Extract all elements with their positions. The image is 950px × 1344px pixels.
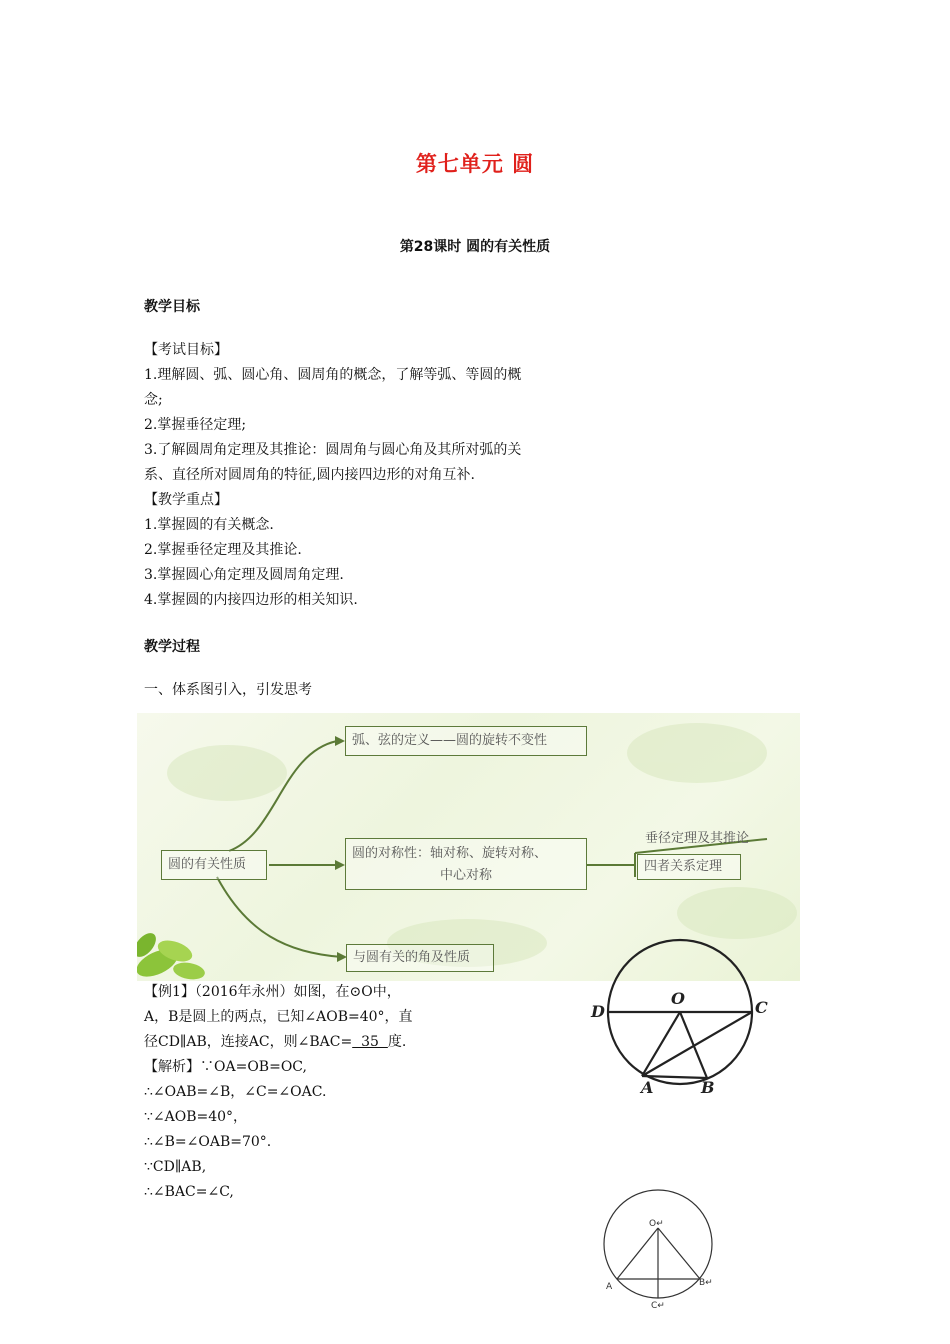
circle-figure-1: [585, 935, 775, 1100]
label-o: O: [671, 989, 685, 1008]
label-c2: C↵: [651, 1301, 665, 1310]
focus-item: 4.掌握圆的内接四边形的相关知识.: [144, 592, 358, 608]
perpendicular-theorem-label: 垂径定理及其推论: [645, 831, 750, 846]
example-line: 【例1】（2016年永州）如图，在⊙O中，: [144, 984, 401, 1000]
label-o2: O↵: [649, 1219, 664, 1229]
branch-node-arcs: 弧、弦的定义——圆的旋转不变性: [345, 726, 587, 756]
example-line: [144, 1030, 406, 1055]
focus-label: 【教学重点】: [144, 492, 228, 508]
leaf-decoration: [137, 929, 206, 981]
label-c: C: [755, 998, 768, 1017]
solution-line: ∵∠AOB=40°，: [144, 1109, 248, 1125]
example-text: 径CD∥AB，连接AC，则∠BAC=: [144, 1034, 353, 1050]
exam-goal-item: 念;: [144, 392, 163, 408]
goals-heading: 教学目标: [144, 299, 200, 315]
solution-line: ∵CD∥AB,: [144, 1159, 207, 1175]
exam-goal-item: 2.掌握垂径定理;: [144, 417, 247, 433]
exam-goal-item: 1.理解圆、弧、圆心角、圆周角的概念，了解等弧、等圆的概: [144, 367, 522, 383]
exam-goals-label: 【考试目标】: [144, 342, 228, 358]
exam-goal-item: 系、直径所对圆周角的特征,圆内接四边形的对角互补.: [144, 467, 475, 483]
example-text-end: 度.: [387, 1034, 407, 1050]
focus-item: 3.掌握圆心角定理及圆周角定理.: [144, 567, 344, 583]
label-b2: B↵: [699, 1278, 713, 1288]
lesson-title: 第28课时 圆的有关性质: [399, 239, 551, 255]
process-heading: 教学过程: [144, 639, 200, 655]
label-d: D: [591, 1002, 605, 1021]
label-a2: A: [606, 1282, 613, 1292]
focus-item: 2.掌握垂径定理及其推论.: [144, 542, 302, 558]
exam-goal-item: 3.了解圆周角定理及其推论：圆周角与圆心角及其所对弧的关: [144, 442, 522, 458]
circle-figure-2: [597, 1185, 722, 1310]
solution-line: ∴∠B=∠OAB=70°.: [144, 1134, 272, 1150]
example-line: A，B是圆上的两点，已知∠AOB=40°，直: [144, 1009, 413, 1025]
symmetry-line-1: 圆的对称性：轴对称、旋转对称、: [352, 846, 548, 861]
label-b: B: [701, 1078, 715, 1097]
branch-node-symmetry: [345, 838, 587, 890]
label-a: A: [641, 1078, 654, 1097]
center-node: 圆的有关性质: [161, 850, 267, 880]
solution-line: 【解析】∵OA=OB=OC,: [144, 1059, 307, 1075]
solution-line: ∴∠BAC=∠C,: [144, 1184, 234, 1200]
four-relations-node: 四者关系定理: [637, 854, 741, 880]
step-one: 一、体系图引入，引发思考: [144, 682, 312, 698]
focus-item: 1.掌握圆的有关概念.: [144, 517, 274, 533]
symmetry-line-2: 中心对称: [439, 868, 492, 883]
example-answer: 35: [352, 1034, 388, 1050]
unit-title: 第七单元 圆: [415, 152, 535, 176]
branch-node-angles: 与圆有关的角及性质: [346, 944, 494, 972]
solution-line: ∴∠OAB=∠B，∠C=∠OAC.: [144, 1084, 327, 1100]
